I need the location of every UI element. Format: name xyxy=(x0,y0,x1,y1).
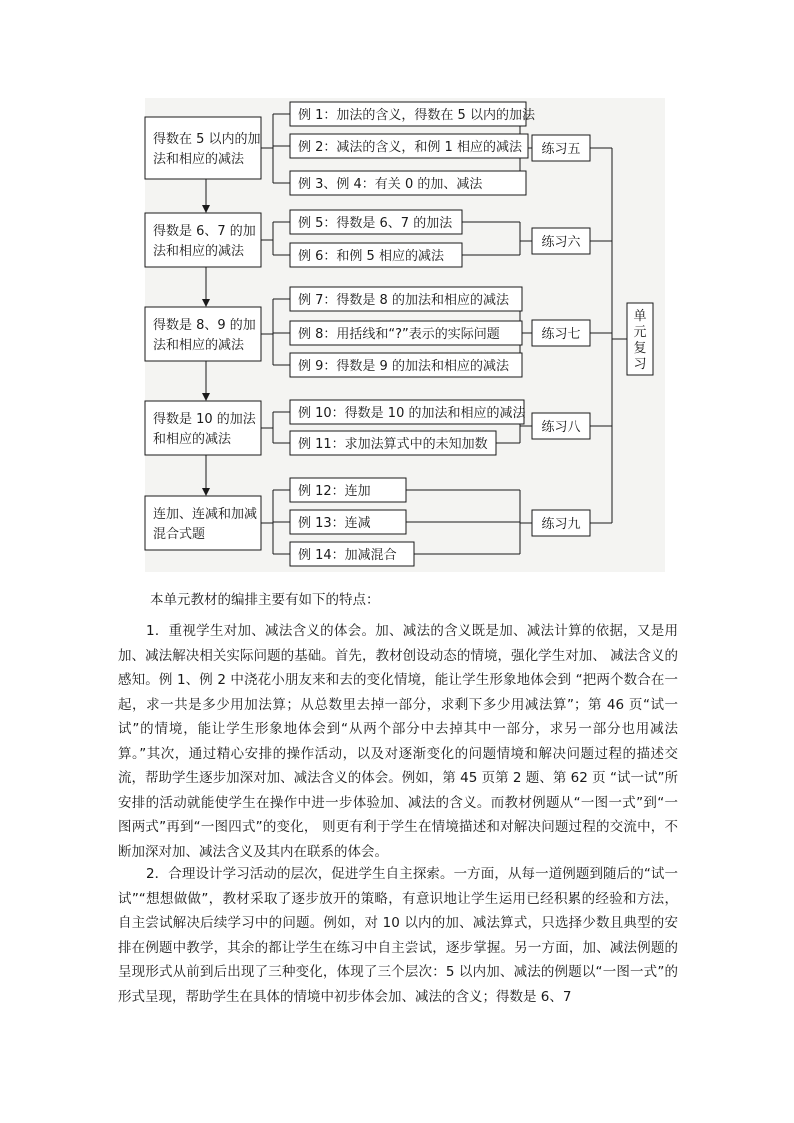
example-label: 例 1：加法的含义，得数在 5 以内的加法 xyxy=(298,108,535,123)
paragraph-1: 1．重视学生对加、减法含义的体会。加、减法的含义既是加、减法计算的依据，又是用加、减法解决相关实际问题的基础。首先，教材创设动态的情境，强化学生对加、 减法含义的感知。例 1、例 2 中浇花小朋友来和去的变化情境，能让学生形象地体会到 “把两个数合在一起，求一共是多少用加法算；从总数里去掉一部分，求剩下多少用减法算”；第 46 页“试一试”的情境，能让学生形象地体会到“从两个部分中去掉其中一部分，求另一部分也用减法算。”其次，通过精心安排的操作活动，以及对逐渐变化的问题情境和解决问题过程的描述交流，帮助学生逐步加深对加、减法含义的体会。例如，第 45 页第 2 题、第 62 页 “试一试”所安排的活动就能使学生在操作中进一步体验加、减法的含义。而教材例题从“一图一式”到“一图两式”再到“一图四式”的变化， 则更有利于学生在情境描述和对解决问题过程的交流中，不断加深对加、减法含义及其内在联系的体会。 xyxy=(118,623,678,860)
unit-review-char: 元 xyxy=(633,325,647,340)
example-label: 例 9：得数是 9 的加法和相应的减法 xyxy=(298,359,509,374)
example-label: 例 11：求加法算式中的未知加数 xyxy=(298,437,488,452)
group-label-line: 混合式题 xyxy=(153,527,206,542)
group-label-line: 法和相应的减法 xyxy=(153,338,245,353)
group-label-line: 得数在 5 以内的加 xyxy=(153,132,261,147)
example-label: 例 3、例 4：有关 0 的加、减法 xyxy=(298,177,483,192)
unit-review-char: 复 xyxy=(633,341,647,356)
example-label: 例 7：得数是 8 的加法和相应的减法 xyxy=(298,293,509,308)
example-label: 例 14：加减混合 xyxy=(298,548,397,563)
practice-label: 练习八 xyxy=(541,420,581,435)
group-label-line: 法和相应的减法 xyxy=(153,244,245,259)
paragraph-2: 2．合理设计学习活动的层次，促进学生自主探索。一方面，从每一道例题到随后的“试一试”“想想做做”，教材采取了逐步放开的策略，有意识地让学生运用已经积累的经验和方法，自主尝试解决后续学习中的问题。例如，对 10 以内的加、减法算式，只选择少数且典型的安排在例题中教学，其余的都让学生在练习中自主尝试，逐步掌握。另一方面，加、减法例题的呈现形式从前到后出现了三种变化，体现了三个层次：5 以内加、减法的例题以“一图一式”的形式呈现，帮助学生在具体的情境中初步体会加、减法的含义；得数是 6、7 xyxy=(118,866,678,1005)
group-label-line: 得数是 8、9 的加 xyxy=(153,318,256,333)
group-box-1 xyxy=(145,117,261,179)
practice-label: 练习六 xyxy=(541,235,581,250)
example-label: 例 8：用括线和“?”表示的实际问题 xyxy=(298,327,500,342)
unit-review-char: 单 xyxy=(633,309,647,324)
group-label-line: 得数是 6、7 的加 xyxy=(153,224,256,239)
intro-text: 本单元教材的编排主要有如下的特点： xyxy=(150,592,380,608)
group-label-line: 和相应的减法 xyxy=(153,432,232,447)
group-label-line: 连加、连减和加减 xyxy=(153,507,258,522)
group-label-line: 法和相应的减法 xyxy=(153,152,245,167)
practice-label: 练习九 xyxy=(541,517,581,532)
example-label: 例 2：减法的含义，和例 1 相应的减法 xyxy=(298,140,522,155)
unit-review-char: 习 xyxy=(633,357,647,372)
example-label: 例 6：和例 5 相应的减法 xyxy=(298,249,444,264)
practice-label: 练习七 xyxy=(541,327,581,342)
example-label: 例 5：得数是 6、7 的加法 xyxy=(298,216,453,231)
example-label: 例 10：得数是 10 的加法和相应的减法 xyxy=(298,406,526,421)
example-label: 例 13：连减 xyxy=(298,516,371,531)
group-label-line: 得数是 10 的加法 xyxy=(153,412,256,427)
example-label: 例 12：连加 xyxy=(298,484,371,499)
practice-label: 练习五 xyxy=(541,142,581,157)
